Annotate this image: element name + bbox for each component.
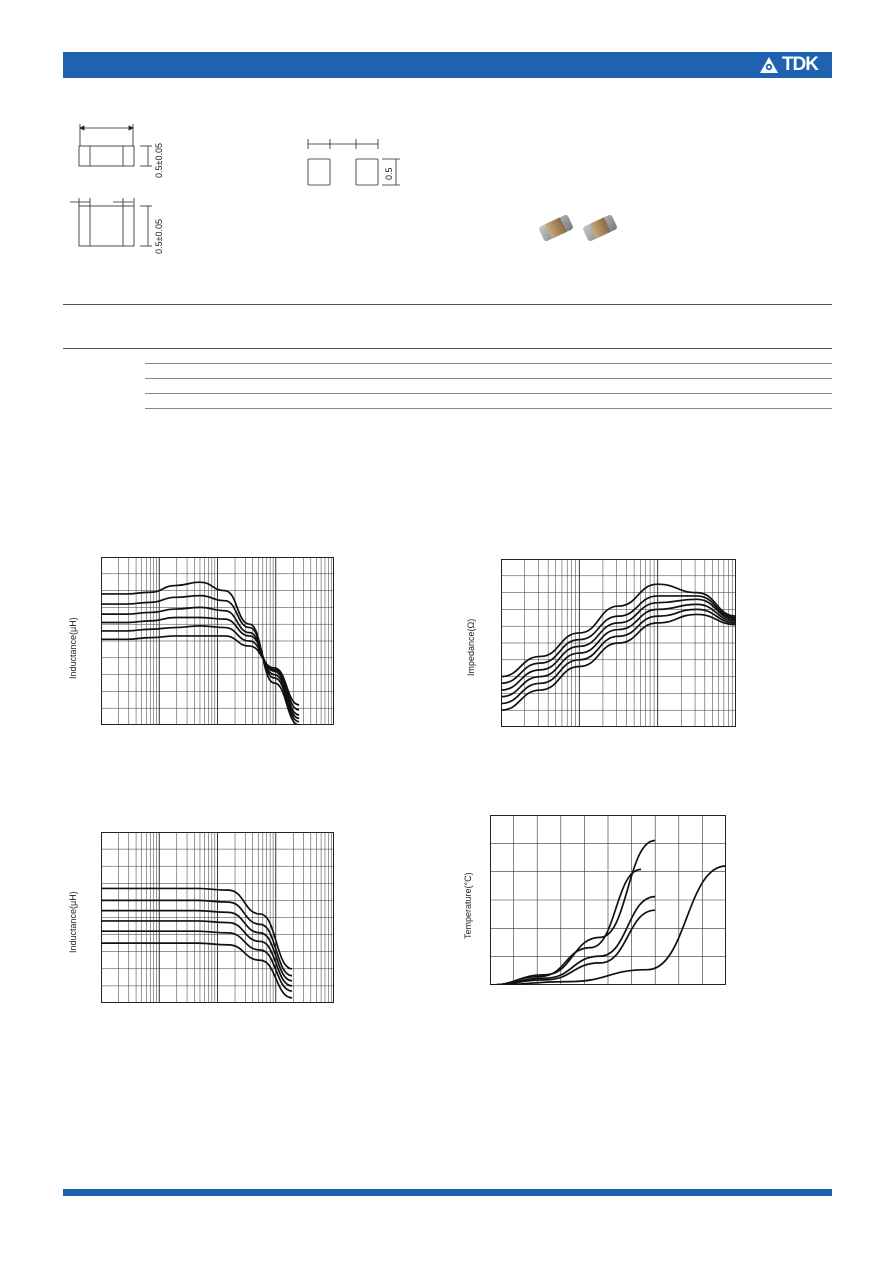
table-row-rule xyxy=(145,408,832,409)
tdk-logo-icon xyxy=(759,56,779,74)
temperature-axis-label: Temperature(°C) xyxy=(463,872,473,939)
inductance-dc-chart xyxy=(101,832,334,1003)
thickness-dimension-bottom: 0.5±0.05 xyxy=(154,219,164,254)
table-row-rule xyxy=(145,378,832,379)
chip-product-photo xyxy=(536,210,622,246)
table-row-rule xyxy=(145,393,832,394)
table-top-rule xyxy=(63,348,832,349)
tdk-brand-text: TDK xyxy=(781,54,818,75)
inductance-frequency-chart xyxy=(101,557,334,725)
section-divider xyxy=(63,304,832,305)
impedance-axis-label: Impedance(Ω) xyxy=(466,618,476,676)
header-bar xyxy=(63,52,832,78)
land-height-dimension: 0.5 xyxy=(384,167,394,180)
temperature-rise-chart xyxy=(490,815,726,985)
footer-bar xyxy=(63,1189,832,1196)
thickness-dimension-top: 0.5±0.05 xyxy=(154,143,164,178)
inductance-dc-axis-label: Inductance(μH) xyxy=(68,891,78,953)
land-pattern-drawing xyxy=(300,135,410,195)
impedance-frequency-chart xyxy=(501,559,736,727)
tdk-logo[interactable] xyxy=(759,55,818,75)
inductance-axis-label: Inductance(μH) xyxy=(68,617,78,679)
table-row-rule xyxy=(145,363,832,364)
